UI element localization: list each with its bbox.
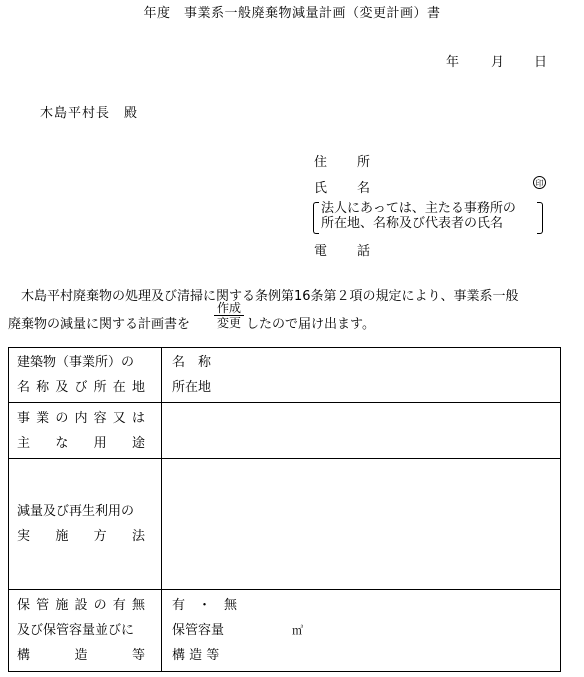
building-head-line-1: 建築物（事業所）の bbox=[17, 355, 135, 370]
reduction-head-line-2 bbox=[17, 524, 145, 549]
option-create: 作成 bbox=[214, 301, 244, 316]
building-head-line-2 bbox=[17, 375, 145, 400]
reduction-head-line-1: 減量及び再生利用の bbox=[17, 504, 135, 519]
char: 施 bbox=[55, 598, 69, 613]
storage-value-cell[interactable] bbox=[162, 590, 561, 672]
char: 主 bbox=[17, 435, 31, 451]
char: 地 bbox=[131, 380, 145, 395]
reduction-head-cell bbox=[9, 459, 162, 590]
business-value-cell[interactable] bbox=[162, 403, 561, 459]
table-row-storage bbox=[9, 590, 561, 672]
char: 所 bbox=[93, 380, 107, 395]
building-value-cell[interactable] bbox=[162, 348, 561, 403]
phone-label-char-1: 電 bbox=[314, 244, 328, 259]
char: 構 bbox=[17, 648, 31, 663]
building-location-label: 所在地 bbox=[172, 380, 212, 395]
option-change: 変更 bbox=[216, 316, 241, 330]
char: 容 bbox=[93, 410, 107, 426]
table-row-building bbox=[9, 348, 561, 403]
storage-presence-choice[interactable]: 有 ・ 無 bbox=[172, 598, 238, 613]
char: の bbox=[93, 598, 107, 613]
reduction-value-cell[interactable] bbox=[162, 459, 561, 590]
char: 用 bbox=[93, 435, 107, 451]
char: 在 bbox=[112, 380, 126, 395]
char: 途 bbox=[131, 435, 145, 451]
declaration-line-1: 木島平村廃棄物の処理及び清掃に関する条例第16条第２項の規定により、事業系一般 bbox=[8, 289, 519, 304]
date-month-label: 月 bbox=[491, 55, 505, 70]
declaration-line-2-start: 廃棄物の減量に関する計画書を bbox=[8, 317, 191, 332]
name-label-char-1: 氏 bbox=[314, 181, 328, 196]
char: 等 bbox=[131, 648, 145, 663]
char: 事 bbox=[17, 410, 31, 426]
table-row-reduction bbox=[9, 459, 561, 590]
table-row-business bbox=[9, 403, 561, 459]
char: 称 bbox=[36, 380, 50, 395]
storage-capacity-label: 保管容量 bbox=[172, 623, 225, 638]
storage-structure-label: 構 造 等 bbox=[172, 648, 220, 663]
char: の bbox=[55, 410, 69, 426]
char: 名 bbox=[17, 380, 31, 395]
char: 方 bbox=[93, 529, 107, 544]
char: な bbox=[55, 435, 69, 451]
date-year-label: 年 bbox=[446, 55, 460, 70]
char: 業 bbox=[36, 410, 50, 426]
business-head-cell bbox=[9, 403, 162, 459]
char: 実 bbox=[17, 529, 31, 544]
char: 及 bbox=[55, 380, 69, 395]
char: 保 bbox=[17, 598, 31, 613]
storage-head-line-3 bbox=[17, 643, 145, 668]
document-title: 年度 事業系一般廃棄物減量計画（変更計画）書 bbox=[143, 6, 441, 21]
building-head-cell bbox=[9, 348, 162, 403]
char: 無 bbox=[131, 598, 145, 613]
char: び bbox=[74, 380, 88, 395]
address-label-char-1: 住 bbox=[314, 155, 328, 170]
cubic-meter-unit: ㎥ bbox=[292, 624, 303, 637]
char: 施 bbox=[55, 529, 69, 544]
business-head-line-2 bbox=[17, 431, 145, 456]
char: 造 bbox=[74, 648, 88, 663]
create-change-option bbox=[214, 301, 244, 330]
char: 設 bbox=[74, 598, 88, 613]
addressee: 木島平村長 殿 bbox=[40, 106, 139, 121]
char: は bbox=[131, 410, 145, 426]
corporate-note-line-2: 所在地、名称及び代表者の氏名 bbox=[321, 216, 504, 231]
char: 有 bbox=[112, 598, 126, 613]
name-label-char-2: 名 bbox=[357, 181, 371, 196]
note-bracket-left bbox=[313, 202, 319, 234]
plan-form-table bbox=[8, 347, 561, 672]
storage-head-line-2: 及び保管容量並びに bbox=[17, 623, 135, 638]
address-label-char-2: 所 bbox=[357, 155, 371, 170]
seal-mark: 印 bbox=[533, 176, 546, 189]
business-head-line-1 bbox=[17, 406, 145, 431]
char: 法 bbox=[131, 529, 145, 544]
char: 管 bbox=[36, 598, 50, 613]
date-day-label: 日 bbox=[534, 55, 548, 70]
declaration-line-2-end: したので届け出ます。 bbox=[246, 317, 375, 332]
storage-head-line-1 bbox=[17, 593, 145, 618]
corporate-note-line-1: 法人にあっては、主たる事務所の bbox=[321, 201, 516, 216]
storage-capacity-line bbox=[172, 618, 560, 643]
building-name-label: 名 称 bbox=[172, 355, 212, 370]
char: 又 bbox=[112, 410, 126, 426]
storage-head-cell bbox=[9, 590, 162, 672]
phone-label-char-2: 話 bbox=[357, 244, 371, 259]
note-bracket-right bbox=[537, 202, 543, 234]
char: 内 bbox=[74, 410, 88, 426]
